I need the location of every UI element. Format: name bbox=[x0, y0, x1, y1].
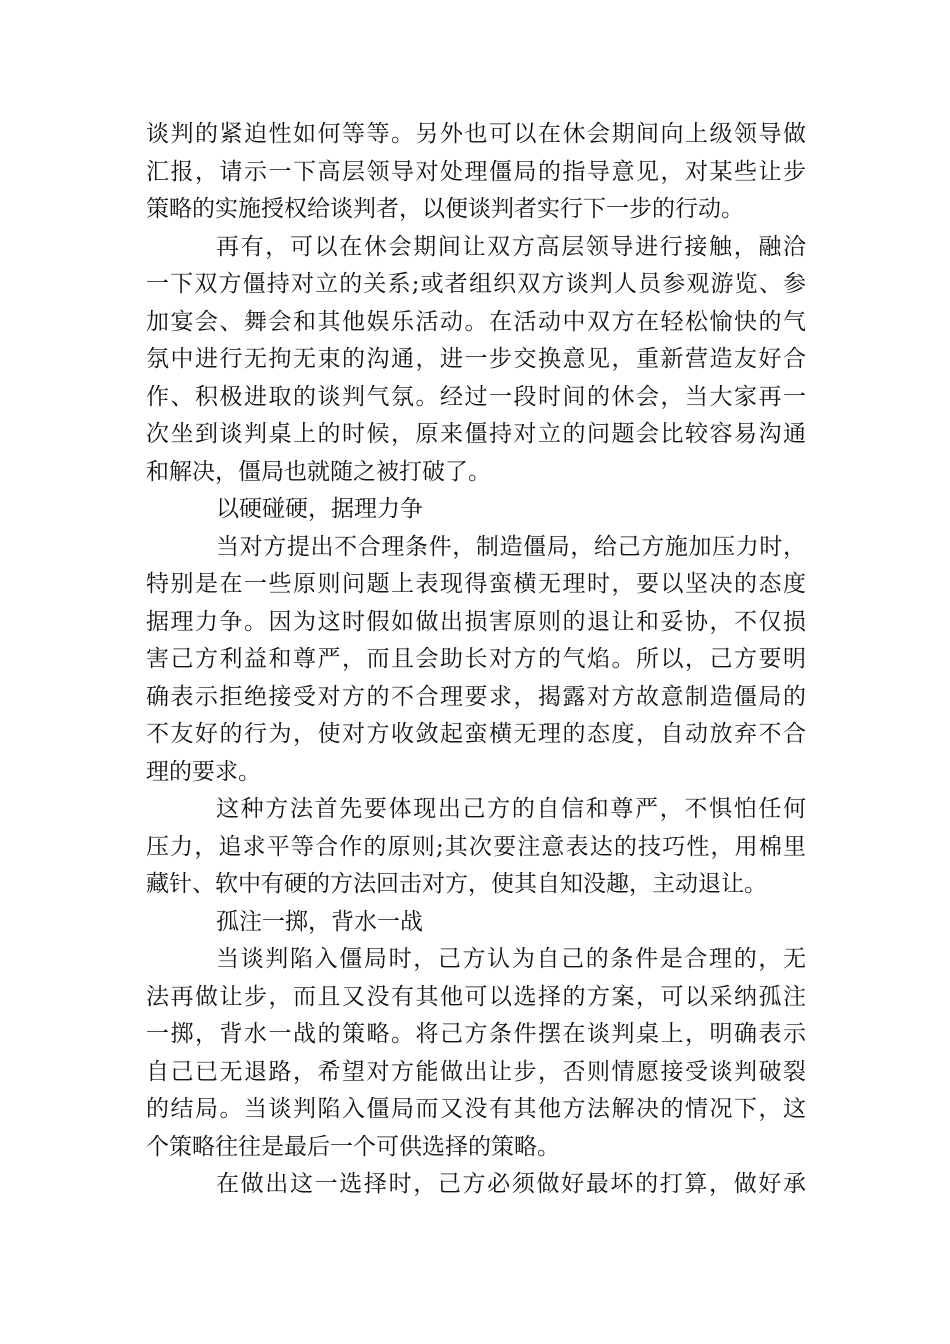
text-line: 藏针、软中有硬的方法回击对方，使其自知没趣，主动退让。 bbox=[146, 871, 767, 897]
text-line: 自己已无退路，希望对方能做出让步，否则情愿接受谈判破裂 bbox=[146, 1058, 806, 1085]
text-line: 加宴会、舞会和其他娱乐活动。在活动中双方在轻松愉快的气 bbox=[146, 308, 806, 335]
text-line: 策略的实施授权给谈判者，以便谈判者实行下一步的行动。 bbox=[146, 196, 744, 222]
text-line: 作、积极进取的谈判气氛。经过一段时间的休会，当大家再一 bbox=[146, 383, 806, 410]
text-line: 不友好的行为，使对方收敛起蛮横无理的态度，自动放弃不合 bbox=[146, 721, 806, 747]
text-line: 个策略往往是最后一个可供选择的策略。 bbox=[146, 1133, 560, 1160]
text-line: 的结局。当谈判陷入僵局而又没有其他方法解决的情况下，这 bbox=[146, 1096, 806, 1122]
text-line: 理的要求。 bbox=[146, 758, 261, 785]
text-line: 当谈判陷入僵局时，己方认为自己的条件是合理的，无 bbox=[216, 946, 806, 972]
text-line: 特别是在一些原则问题上表现得蛮横无理时，要以坚决的态度 bbox=[146, 571, 806, 597]
text-line: 氛中进行无拘无束的沟通，进一步交换意见，重新营造友好合 bbox=[146, 346, 806, 372]
text-line: 法再做让步，而且又没有其他可以选择的方案，可以采纳孤注 bbox=[146, 983, 806, 1010]
text-line: 再有，可以在休会期间让双方高层领导进行接触，融洽 bbox=[216, 233, 806, 260]
text-line: 这种方法首先要体现出己方的自信和尊严，不惧怕任何 bbox=[216, 796, 806, 822]
text-line: 汇报，请示一下高层领导对处理僵局的指导意见，对某些让步 bbox=[146, 158, 806, 185]
text-line: 害己方利益和尊严，而且会助长对方的气焰。所以，己方要明 bbox=[146, 646, 806, 672]
document-body bbox=[146, 116, 806, 1204]
text-line: 以硬碰硬，据理力争 bbox=[216, 496, 423, 522]
text-line: 孤注一掷，背水一战 bbox=[216, 908, 423, 935]
text-line: 一掷，背水一战的策略。将己方条件摆在谈判桌上，明确表示 bbox=[146, 1021, 806, 1047]
text-line: 和解决，僵局也就随之被打破了。 bbox=[146, 458, 491, 485]
text-line: 谈判的紧迫性如何等等。另外也可以在休会期间向上级领导做 bbox=[146, 121, 806, 147]
text-line: 据理力争。因为这时假如做出损害原则的退让和妥协，不仅损 bbox=[146, 608, 806, 635]
text-line: 压力，追求平等合作的原则;其次要注意表达的技巧性，用棉里 bbox=[146, 833, 806, 860]
text-line: 次坐到谈判桌上的时候，原来僵持对立的问题会比较容易沟通 bbox=[146, 421, 806, 447]
text-line: 当对方提出不合理条件，制造僵局，给己方施加压力时， bbox=[216, 533, 806, 560]
text-line: 确表示拒绝接受对方的不合理要求，揭露对方故意制造僵局的 bbox=[146, 683, 806, 710]
text-line: 一下双方僵持对立的关系;或者组织双方谈判人员参观游览、参 bbox=[146, 271, 806, 297]
text-line: 在做出这一选择时，己方必须做好最坏的打算，做好承 bbox=[216, 1171, 806, 1197]
